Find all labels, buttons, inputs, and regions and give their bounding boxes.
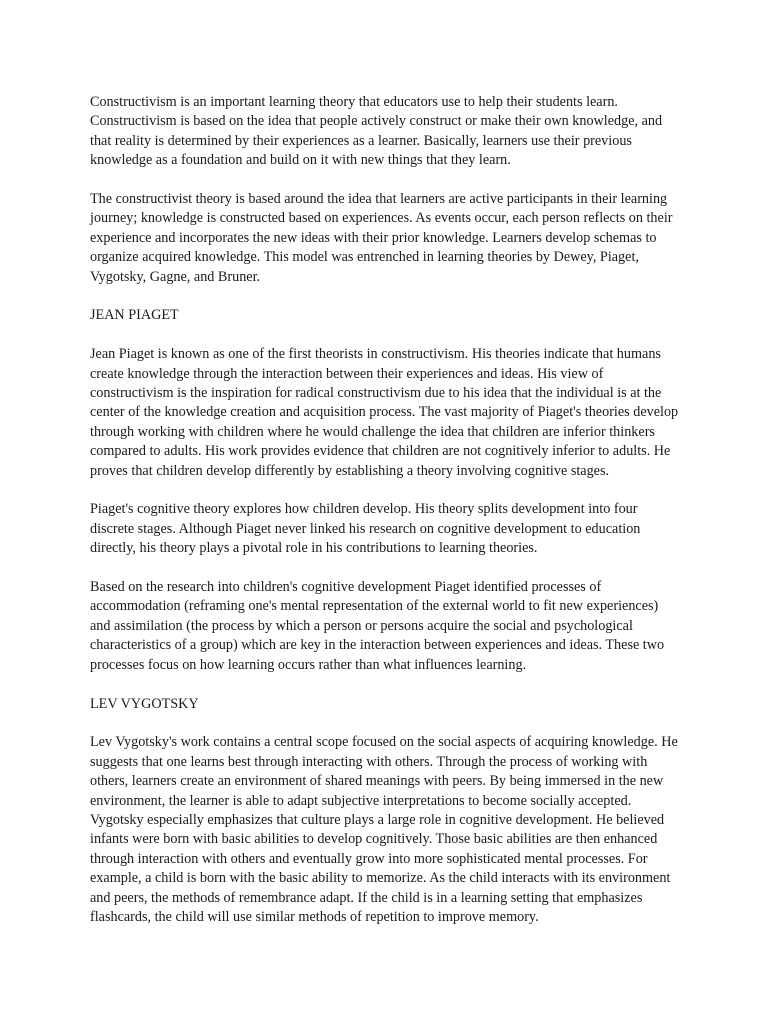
- heading-jean-piaget: JEAN PIAGET: [90, 307, 179, 324]
- document-page: [90, 93, 680, 947]
- paragraph-intro: Constructivism is an important learning theory that educators use to help their students learn. Constructivism is based on the idea that people actively construct or make their own knowledge, and that reality is determined by their experiences as a learner. Basically, learners use their previous knowledge as a foundation and build on it with new things that they learn.: [90, 94, 663, 169]
- paragraph-piaget-intro: Jean Piaget is known as one of the first theorists in constructivism. His theories indicate that humans create knowledge through the interaction between their experiences and ideas. His view of constructivism is the inspiration for radical constructivism due to his idea that the individual is at the center of the knowledge creation and acquisition process. The vast majority of Piaget's theories develop through working with children where he would challenge the idea that children are inferior thinkers compared to adults. His work provides evidence that children are not cognitively inferior to adults. He proves that children develop differently by establishing a theory involving cognitive stages.: [90, 346, 679, 479]
- paragraph-constructivist-theory: The constructivist theory is based around the idea that learners are active participants in their learning journey; knowledge is constructed based on experiences. As events occur, each person reflects on their experience and incorporates the new ideas with their prior knowledge. Learners develop schemas to organize acquired knowledge. This model was entrenched in learning theories by Dewey, Piaget, Vygotsky, Gagne, and Bruner.: [90, 191, 673, 285]
- paragraph-vygotsky: Lev Vygotsky's work contains a central scope focused on the social aspects of acquiring knowledge. He suggests that one learns best through interacting with others. Through the process of working with others, learners create an environment of shared meanings with peers. By being immersed in the new environment, the learner is able to adapt subjective interpretations to become socially accepted. Vygotsky especially emphasizes that culture plays a large role in cognitive development. He believed infants were born with basic abilities to develop cognitively. Those basic abilities are then enhanced through interaction with others and eventually grow into more sophisticated mental processes. For example, a child is born with the basic ability to memorize. As the child interacts with its environment and peers, the methods of remembrance adapt. If the child is in a learning setting that emphasizes flashcards, the child will use similar methods of repetition to improve memory.: [90, 734, 678, 925]
- paragraph-piaget-processes: Based on the research into children's cognitive development Piaget identified processes of accommodation (reframing one's mental representation of the external world to fit new experiences) and assimilation (the process by which a person or persons acquire the social and psychological characteristics of a group) which are key in the interaction between experiences and ideas. These two processes focus on how learning occurs rather than what influences learning.: [90, 579, 665, 673]
- heading-lev-vygotsky: LEV VYGOTSKY: [90, 695, 199, 712]
- paragraph-piaget-cognitive-theory: Piaget's cognitive theory explores how children develop. His theory splits development into four discrete stages. Although Piaget never linked his research on cognitive development to education directly, his theory plays a pivotal role in his contributions to learning theories.: [90, 501, 641, 557]
